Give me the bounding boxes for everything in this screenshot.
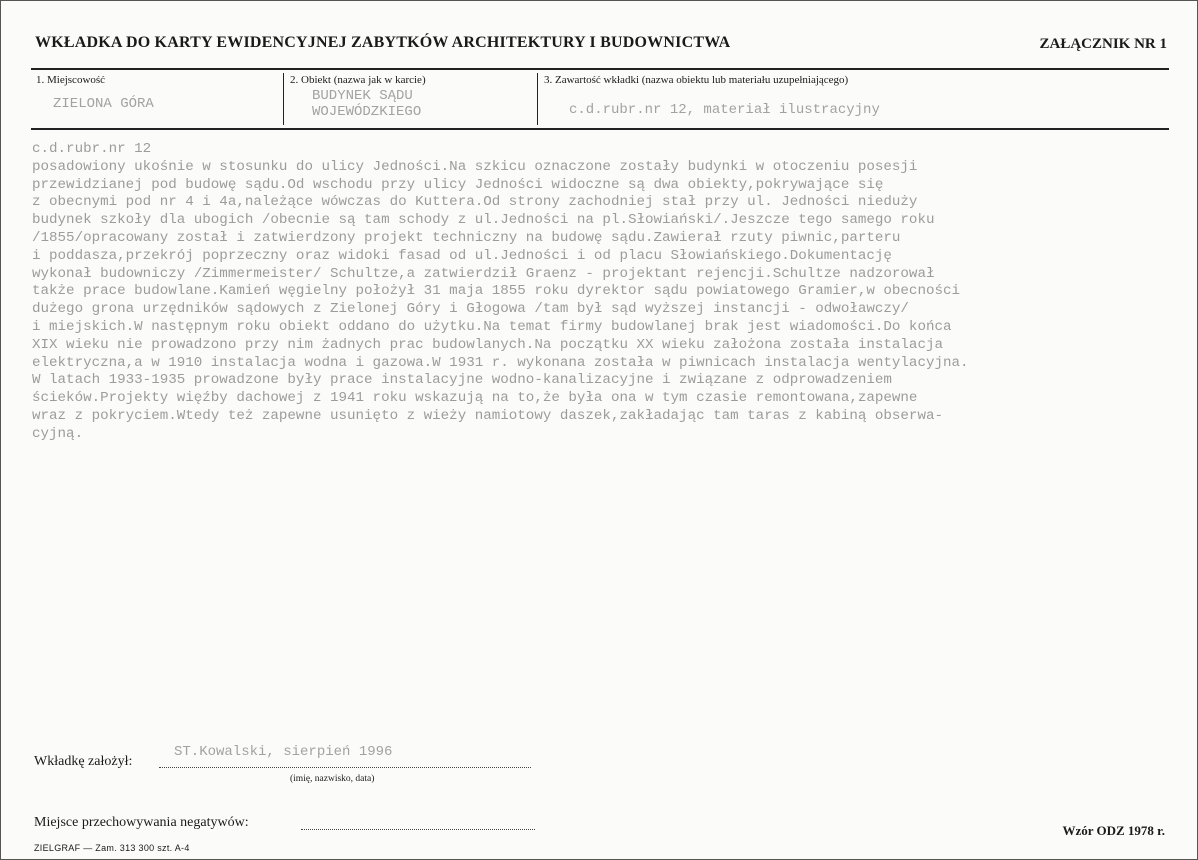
field-2-value-line-1: BUDYNEK SĄDU [312,88,413,104]
created-by-label: Wkładkę założył: [34,754,133,769]
body-line: przewidzianej pod budowę sądu.Od wschodu przy ulicy Jedności widoczne są dwa obiekty,pokrywające się [32,176,884,193]
header-rule-bottom [31,128,1169,130]
negatives-location-label: Miejsce przechowywania negatywów: [34,815,249,830]
created-by-dotted-line [159,767,531,768]
body-line: dużego grona urzędników sądowych z Zielonej Góry i Głogowa /tam był sąd wyższej instancji - odwoławczy/ [32,301,909,318]
field-divider-2 [537,73,538,125]
field-1-value: ZIELONA GÓRA [53,96,154,112]
created-by-hint: (imię, nazwisko, data) [290,774,375,784]
field-2-value-line-2: WOJEWÓDZKIEGO [312,104,422,120]
body-line: /1855/opracowany został i zatwierdzony projekt techniczny na budowę sądu.Zawierał rzuty piwnic,parteru [32,229,901,246]
field-2-value [312,88,421,120]
body-line: i poddasza,przekrój poprzeczny oraz widoki fasad od ul.Jedności i od placu Słowiańskiego.Dokumentację [32,247,892,264]
body-line: budynek szkoły dla ubogich /obecnie są tam schody z ul.Jedności na pl.Słowiański/.Jeszcze tego samego roku [32,212,935,229]
field-1-label: 1. Miejscowość [36,74,106,86]
field-2-label: 2. Obiekt (nazwa jak w karcie) [290,74,426,86]
negatives-location-dotted-line [301,829,535,830]
body-line: posadowiony ukośnie w stosunku do ulicy Jedności.Na szkicu oznaczone zostały budynki w otoczeniu posesji [32,158,918,175]
body-line: elektryczna,a w 1910 instalacja wodna i gazowa.W 1931 r. wykonana została w piwnicach instalacja wentylacyjna. [32,354,969,371]
body-line: i miejskich.W następnym roku obiekt oddano do użytku.Na temat firmy budowlanej brak jest wiadomości.Do końca [32,318,952,335]
created-by-value: ST.Kowalski, sierpień 1996 [174,744,393,760]
annex-number: ZAŁĄCZNIK NR 1 [1039,36,1167,52]
body-line: ścieków.Projekty więźby dachowej z 1941 roku wskazują na to,że była ona w tym czasie remontowana,zapewne [32,390,918,407]
body-line: XIX wieku nie prowadzono przy nim żadnych prac budowlanych.Na początku XX wieku założona została instalacja [32,336,943,353]
printer-info: ZIELGRAF — Zam. 313 300 szt. A-4 [34,843,190,853]
body-line: W latach 1933-1935 prowadzone były prace instalacyjne wodno-kanalizacyjne i związane z odprowadzeniem [32,372,892,389]
body-line: z obecnymi pod nr 4 i 4a,należące wówczas do Kuttera.Od strony zachodniej stał przy ul. Jedności nieduży [32,194,918,211]
field-divider-1 [283,73,284,125]
field-3-value: c.d.rubr.nr 12, materiał ilustracyjny [569,102,880,118]
typed-body-text [32,141,1172,444]
form-id: Wzór ODZ 1978 r. [1062,823,1165,838]
body-line: wykonał budowniczy /Zimmermeister/ Schultze,a zatwierdził Graenz - projektant rejencji.Schultze nadzorował [32,265,935,282]
field-3-label: 3. Zawartość wkładki (nazwa obiektu lub materiału uzupełniającego) [544,74,849,86]
document-title: WKŁADKA DO KARTY EWIDENCYJNEJ ZABYTKÓW ARCHITEKTURY I BUDOWNICTWA [35,34,731,51]
header-rule-top [31,68,1169,70]
body-line: cyjną. [32,425,84,442]
body-line: także prace budowlane.Kamień węgielny położył 31 maja 1855 roku dyrektor sądu powiatowego Gramier,w obecności [32,283,961,300]
body-line: c.d.rubr.nr 12 [32,141,152,157]
body-line: wraz z pokryciem.Wtedy też zapewne usunięto z wieży namiotowy daszek,zakładając tam taras z kabiną obserwa- [32,407,943,424]
